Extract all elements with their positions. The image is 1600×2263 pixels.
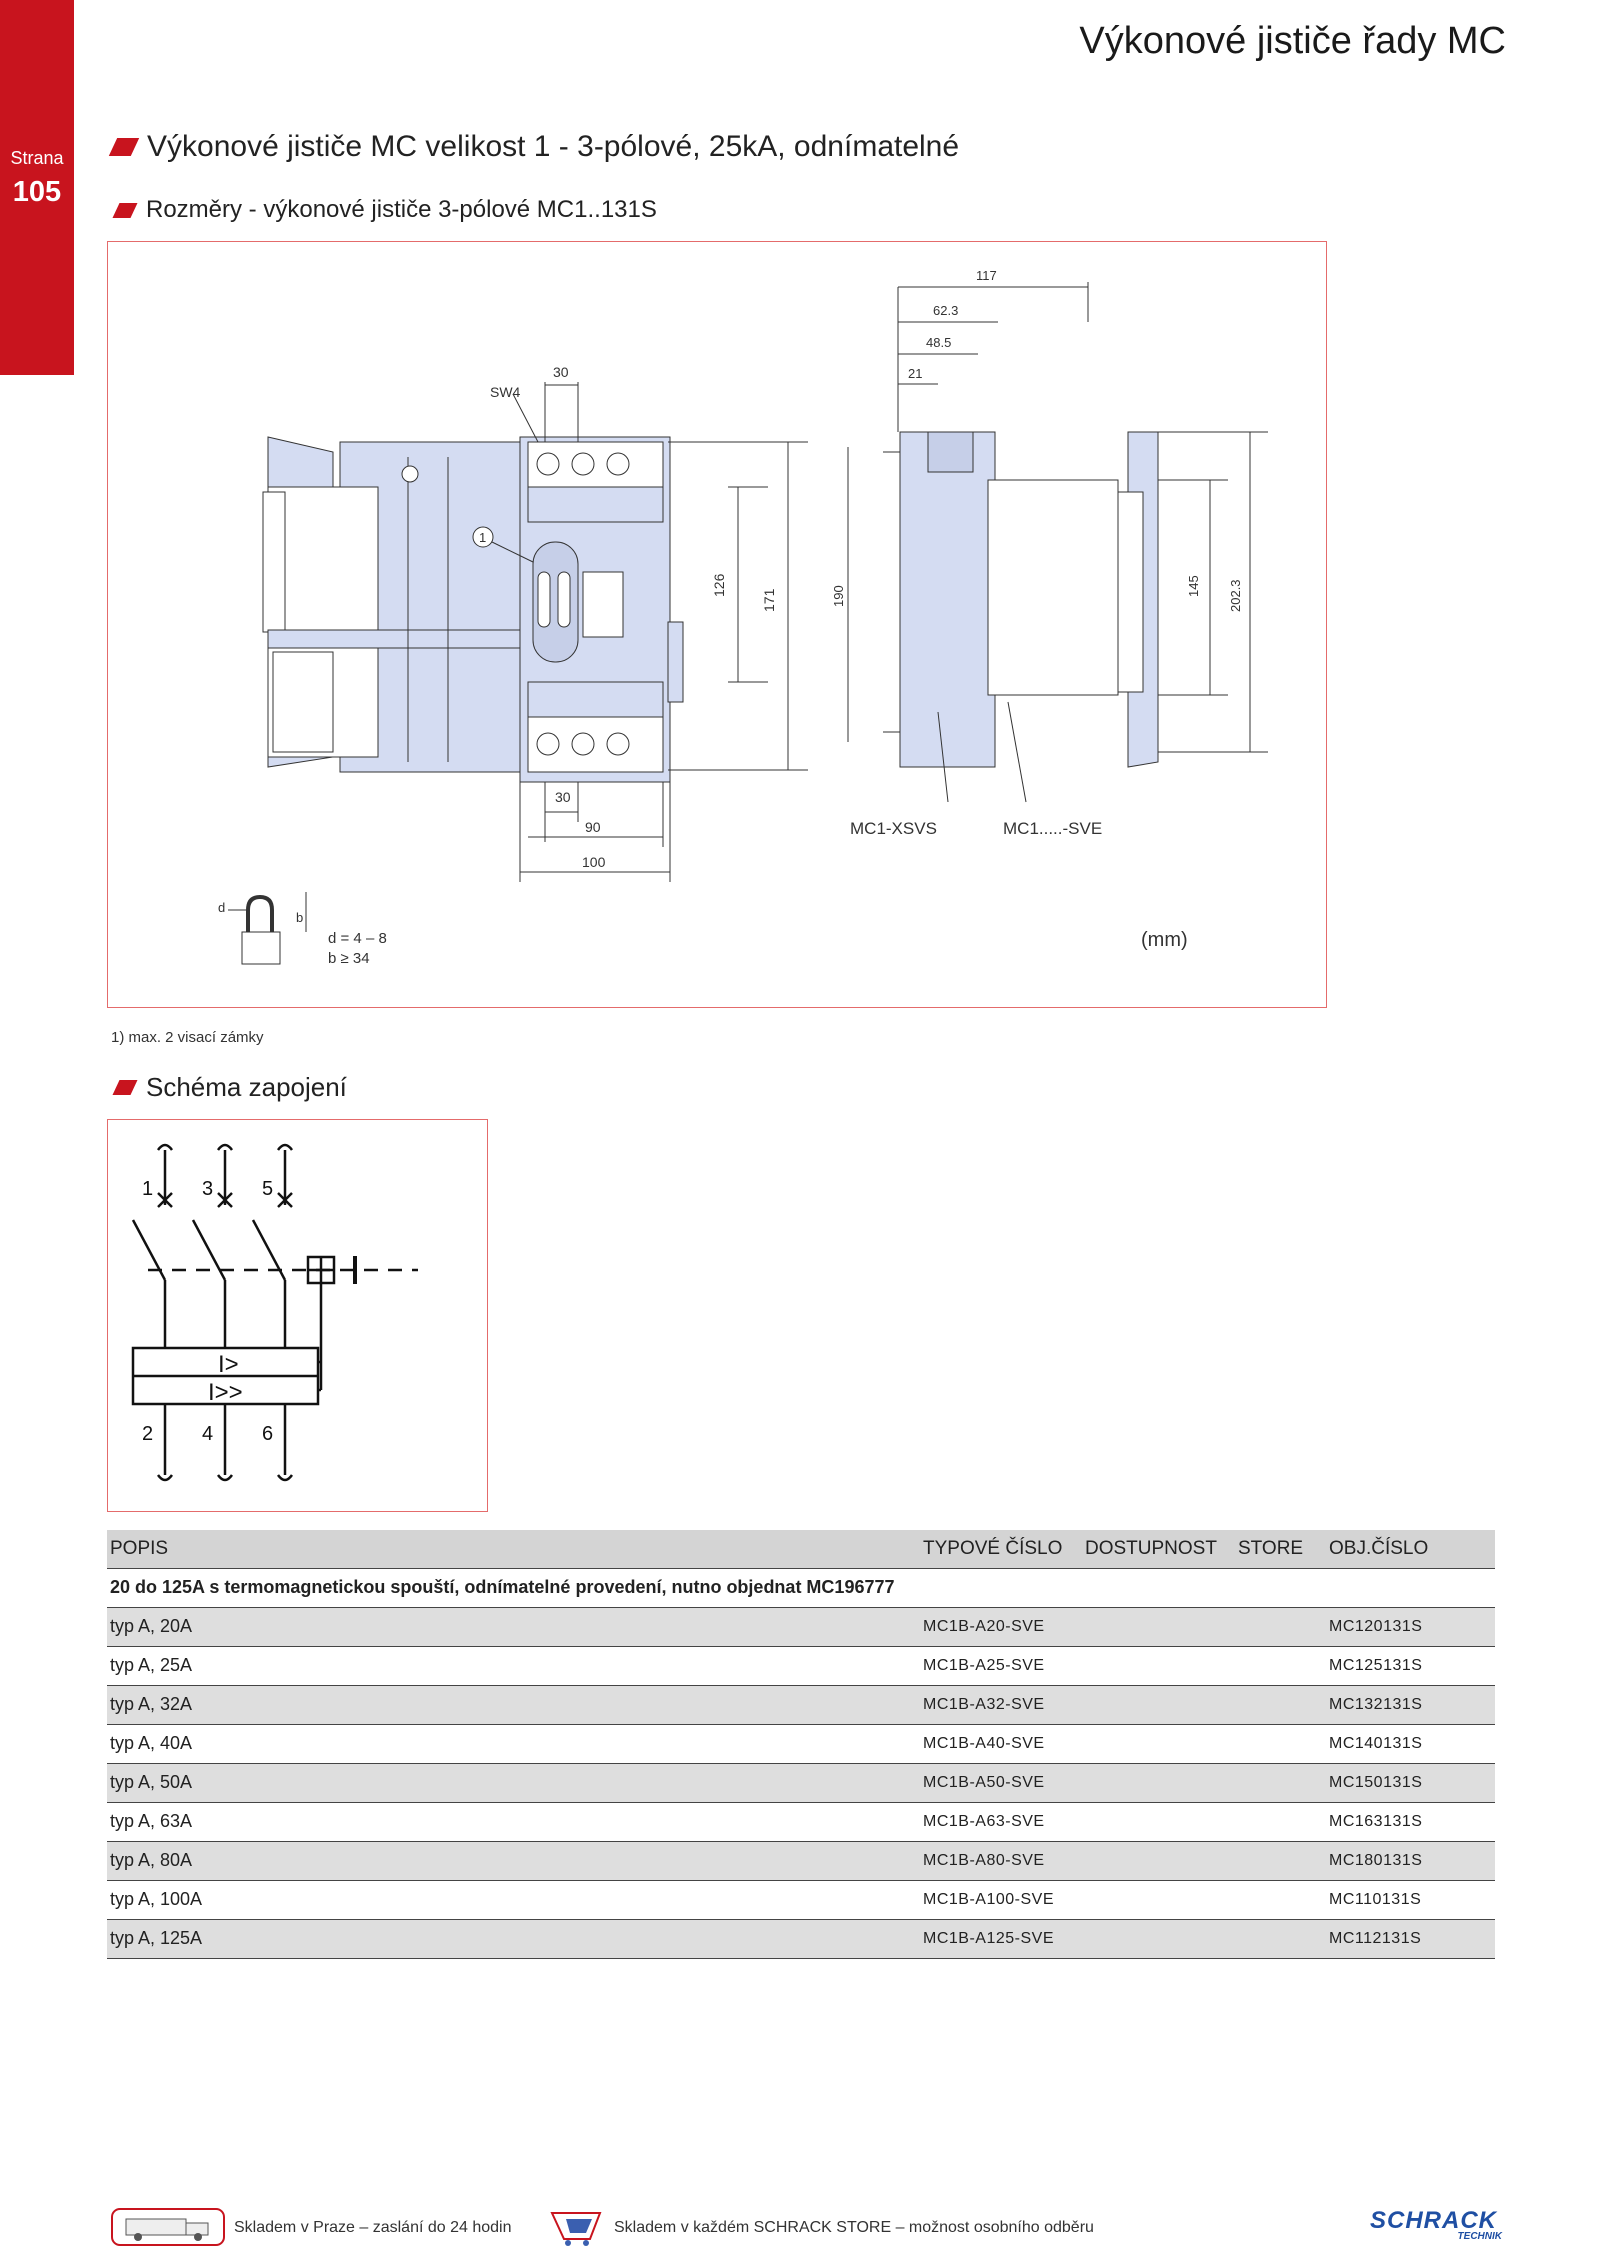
terminal-4: 4 bbox=[202, 1423, 214, 1445]
row-popis: typ A, 50A bbox=[110, 1772, 193, 1792]
side-tab-page-number: 105 bbox=[12, 176, 62, 208]
padlock-icon bbox=[228, 892, 306, 964]
row-typove-cislo: MC1B-A80-SVE bbox=[923, 1852, 1045, 1869]
row-popis: typ A, 25A bbox=[110, 1655, 193, 1675]
terminal-1: 1 bbox=[142, 1178, 154, 1200]
page-footer bbox=[0, 2203, 1600, 2253]
table-row bbox=[107, 1647, 1495, 1686]
table-group-row bbox=[107, 1569, 1495, 1608]
header-popis: POPIS bbox=[110, 1538, 169, 1559]
row-typove-cislo: MC1B-A32-SVE bbox=[923, 1696, 1045, 1713]
header-typove-cislo: TYPOVÉ ČÍSLO bbox=[923, 1538, 1063, 1559]
label-mc1-xsvs: MC1-XSVS bbox=[850, 819, 937, 838]
row-typove-cislo: MC1B-A63-SVE bbox=[923, 1813, 1045, 1830]
row-obj-cislo: MC110131S bbox=[1329, 1891, 1422, 1908]
label-mc1-sve: MC1.....-SVE bbox=[1003, 819, 1103, 838]
row-popis: typ A, 20A bbox=[110, 1616, 193, 1636]
schrack-logo bbox=[1370, 2207, 1506, 2249]
table-row bbox=[107, 1725, 1495, 1764]
row-obj-cislo: MC163131S bbox=[1329, 1813, 1423, 1830]
footnote: 1) max. 2 visací zámky bbox=[111, 1029, 264, 1046]
dim-side-62-3: 62.3 bbox=[933, 303, 959, 318]
dimension-drawing bbox=[108, 242, 1326, 1007]
left-side-view bbox=[263, 437, 540, 772]
row-obj-cislo: MC180131S bbox=[1329, 1852, 1423, 1869]
dim-front-90: 90 bbox=[585, 819, 601, 835]
row-obj-cislo: MC112131S bbox=[1329, 1930, 1422, 1947]
switch-contacts bbox=[133, 1220, 418, 1348]
dim-front-top-30: 30 bbox=[553, 364, 569, 380]
padlock-b: b bbox=[296, 910, 304, 925]
footer-prague-stock: Skladem v Praze – zaslání do 24 hodin bbox=[234, 2219, 512, 2236]
table-row bbox=[107, 1764, 1495, 1803]
row-popis: typ A, 100A bbox=[110, 1889, 203, 1909]
terminal-6: 6 bbox=[262, 1423, 274, 1445]
logo-sub: TECHNIK bbox=[1457, 2231, 1502, 2242]
dimensions-title bbox=[116, 196, 657, 224]
row-typove-cislo: MC1B-A50-SVE bbox=[923, 1774, 1045, 1791]
table-row bbox=[107, 1608, 1495, 1647]
callout-sw4: SW4 bbox=[490, 384, 521, 400]
truck-icon bbox=[110, 2207, 226, 2247]
page-side-tab bbox=[0, 0, 74, 375]
dim-front-126: 126 bbox=[711, 573, 727, 597]
row-obj-cislo: MC125131S bbox=[1329, 1657, 1423, 1674]
wiring-diagram-frame bbox=[107, 1119, 488, 1512]
bullet-mark-icon bbox=[109, 138, 139, 156]
row-popis: typ A, 32A bbox=[110, 1694, 193, 1714]
row-typove-cislo: MC1B-A40-SVE bbox=[923, 1735, 1045, 1752]
header-store: STORE bbox=[1238, 1538, 1304, 1559]
unit-label: (mm) bbox=[1141, 929, 1188, 951]
row-popis: typ A, 80A bbox=[110, 1850, 193, 1870]
right-side-view bbox=[883, 432, 1158, 767]
padlock-b-range: b ≥ 34 bbox=[328, 950, 370, 967]
row-popis: typ A, 125A bbox=[110, 1928, 203, 1948]
padlock-d-range: d = 4 – 8 bbox=[328, 930, 387, 947]
dim-side-21: 21 bbox=[908, 366, 923, 381]
footer-store-stock: Skladem v každém SCHRACK STORE – možnost osobního odběru bbox=[614, 2219, 1094, 2236]
padlock-d: d bbox=[218, 900, 226, 915]
side-tab-label: Strana bbox=[10, 148, 64, 168]
table-row bbox=[107, 1686, 1495, 1725]
row-popis: typ A, 40A bbox=[110, 1733, 193, 1753]
section-title bbox=[113, 130, 959, 164]
table-row bbox=[107, 1881, 1495, 1920]
row-typove-cislo: MC1B-A25-SVE bbox=[923, 1657, 1045, 1674]
row-obj-cislo: MC132131S bbox=[1329, 1696, 1423, 1713]
product-table bbox=[107, 1530, 1495, 1959]
bullet-mark-icon bbox=[113, 203, 138, 218]
dim-front-bottom-30: 30 bbox=[555, 789, 571, 805]
terminal-3: 3 bbox=[202, 1178, 214, 1200]
wiring-title bbox=[116, 1072, 347, 1103]
wiring-diagram bbox=[108, 1120, 487, 1511]
row-obj-cislo: MC120131S bbox=[1329, 1618, 1423, 1635]
callout-1: 1 bbox=[479, 530, 487, 545]
section-title-text: Výkonové jističe MC velikost 1 - 3-pólové, 25kA, odnímatelné bbox=[147, 130, 960, 163]
logo-text: SCHRACK bbox=[1370, 2207, 1497, 2234]
row-typove-cislo: MC1B-A20-SVE bbox=[923, 1618, 1045, 1635]
header-dostupnost: DOSTUPNOST bbox=[1085, 1538, 1217, 1559]
row-obj-cislo: MC150131S bbox=[1329, 1774, 1423, 1791]
table-row bbox=[107, 1803, 1495, 1842]
trip-short-label: I>> bbox=[208, 1379, 243, 1406]
table-header-row bbox=[107, 1530, 1495, 1569]
dimension-drawing-frame bbox=[107, 241, 1327, 1008]
table-row bbox=[107, 1842, 1495, 1881]
terminal-2: 2 bbox=[142, 1423, 154, 1445]
dim-front-100: 100 bbox=[582, 854, 606, 870]
table-row bbox=[107, 1920, 1495, 1959]
dim-side-190: 190 bbox=[831, 585, 846, 607]
trip-overload-label: I> bbox=[218, 1351, 239, 1378]
page-header-title: Výkonové jističe řady MC bbox=[1079, 20, 1506, 62]
row-typove-cislo: MC1B-A100-SVE bbox=[923, 1891, 1054, 1908]
dim-side-202-3: 202.3 bbox=[1228, 579, 1243, 612]
dim-side-145: 145 bbox=[1186, 575, 1201, 597]
shopping-cart-icon bbox=[548, 2209, 608, 2247]
dim-side-117: 117 bbox=[976, 268, 997, 283]
row-popis: typ A, 63A bbox=[110, 1811, 193, 1831]
header-obj-cislo: OBJ.ČÍSLO bbox=[1329, 1538, 1429, 1559]
dim-side-48-5: 48.5 bbox=[926, 335, 952, 350]
group-title: 20 do 125A s termomagnetickou spouští, odnímatelné provedení, nutno objednat MC196777 bbox=[110, 1577, 895, 1597]
bullet-mark-icon bbox=[113, 1080, 138, 1095]
row-typove-cislo: MC1B-A125-SVE bbox=[923, 1930, 1054, 1947]
terminal-5: 5 bbox=[262, 1178, 274, 1200]
row-obj-cislo: MC140131S bbox=[1329, 1735, 1423, 1752]
dimensions-title-text: Rozměry - výkonové jističe 3-pólové MC1..131S bbox=[146, 196, 657, 223]
dim-front-171: 171 bbox=[761, 588, 777, 612]
wiring-title-text: Schéma zapojení bbox=[146, 1072, 347, 1102]
